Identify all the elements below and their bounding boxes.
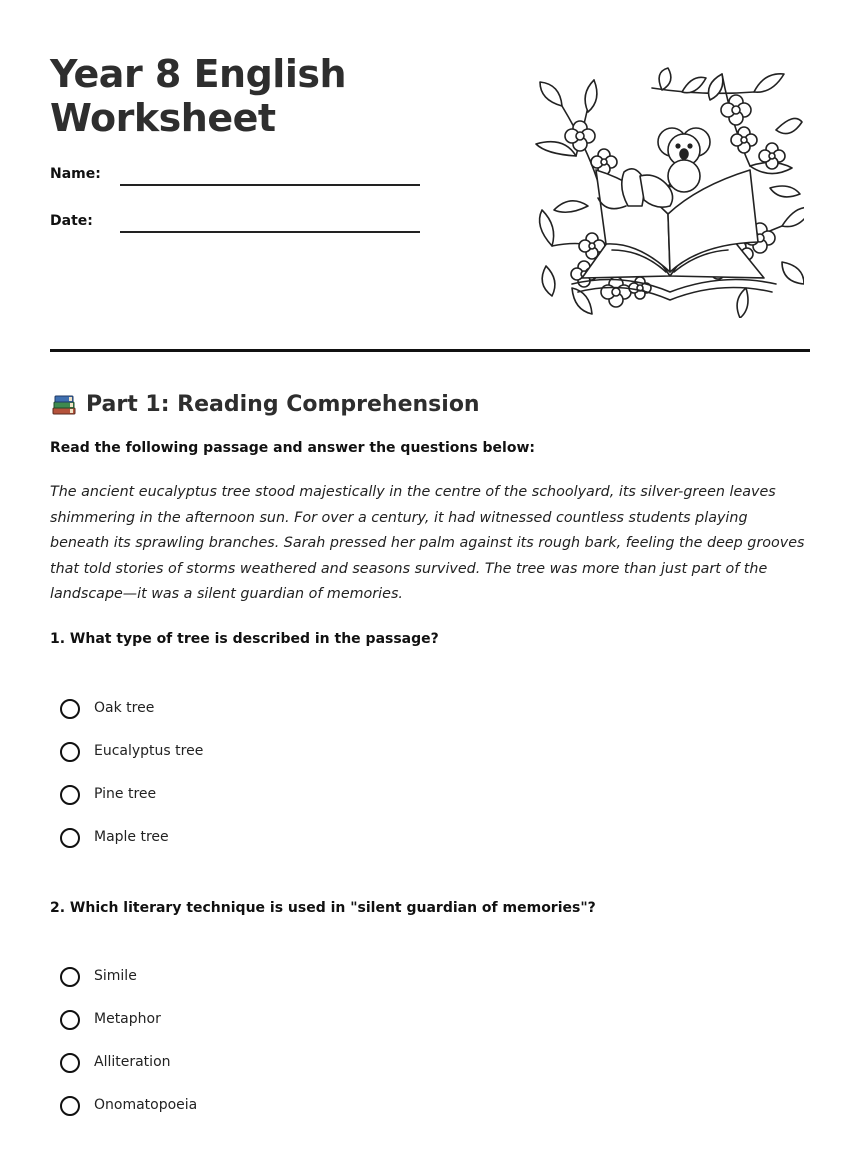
question-1: 1. What type of tree is described in the passage? bbox=[50, 631, 439, 647]
header-divider bbox=[50, 349, 810, 352]
option-simile[interactable] bbox=[60, 954, 197, 997]
option-alliteration[interactable] bbox=[60, 1040, 197, 1083]
part1-heading-text: Part 1: Reading Comprehension bbox=[86, 391, 480, 417]
date-label: Date: bbox=[50, 213, 93, 229]
radio-button[interactable] bbox=[60, 699, 80, 719]
question-2-options bbox=[60, 954, 197, 1126]
question-2: 2. Which literary technique is used in "silent guardian of memories"? bbox=[50, 900, 596, 916]
page-title bbox=[50, 52, 346, 140]
book-koala-illustration bbox=[532, 66, 804, 318]
option-eucalyptus-tree[interactable] bbox=[60, 729, 203, 772]
option-pine-tree[interactable] bbox=[60, 772, 203, 815]
option-label: Metaphor bbox=[94, 1010, 161, 1027]
radio-button[interactable] bbox=[60, 1053, 80, 1073]
option-oak-tree[interactable] bbox=[60, 686, 203, 729]
option-onomatopoeia[interactable] bbox=[60, 1083, 197, 1126]
title-line-1: Year 8 English bbox=[50, 52, 347, 96]
koala-figure bbox=[658, 128, 710, 192]
reading-passage: The ancient eucalyptus tree stood majestically in the centre of the schoolyard, its silver-green leaves shimmering in the afternoon sun. For over a century, it had witnessed countless students playing beneath its sprawling branches. Sarah pressed her palm against its rough bark, feeling the deep grooves that told stories of storms weathered and seasons survived. The tree was more than just part of the landscape—it was a silent guardian of memories. bbox=[50, 484, 805, 602]
part1-heading bbox=[50, 388, 480, 420]
title-line-2: Worksheet bbox=[50, 96, 276, 140]
radio-button[interactable] bbox=[60, 828, 80, 848]
radio-button[interactable] bbox=[60, 1096, 80, 1116]
open-book bbox=[572, 170, 776, 300]
radio-button[interactable] bbox=[60, 967, 80, 987]
option-metaphor[interactable] bbox=[60, 997, 197, 1040]
option-label: Onomatopoeia bbox=[94, 1096, 198, 1113]
radio-button[interactable] bbox=[60, 742, 80, 762]
question-1-options bbox=[60, 686, 203, 858]
instruction-text: Read the following passage and answer the questions below: bbox=[50, 440, 535, 456]
option-maple-tree[interactable] bbox=[60, 815, 203, 858]
date-input[interactable] bbox=[120, 231, 420, 233]
option-label: Alliteration bbox=[94, 1053, 171, 1070]
name-label: Name: bbox=[50, 166, 101, 182]
radio-button[interactable] bbox=[60, 1010, 80, 1030]
books-icon bbox=[50, 390, 78, 418]
radio-button[interactable] bbox=[60, 785, 80, 805]
option-label: Maple tree bbox=[94, 828, 169, 845]
option-label: Oak tree bbox=[94, 699, 155, 716]
option-label: Simile bbox=[94, 967, 137, 984]
name-input[interactable] bbox=[120, 184, 420, 186]
option-label: Pine tree bbox=[94, 785, 157, 802]
option-label: Eucalyptus tree bbox=[94, 742, 204, 759]
